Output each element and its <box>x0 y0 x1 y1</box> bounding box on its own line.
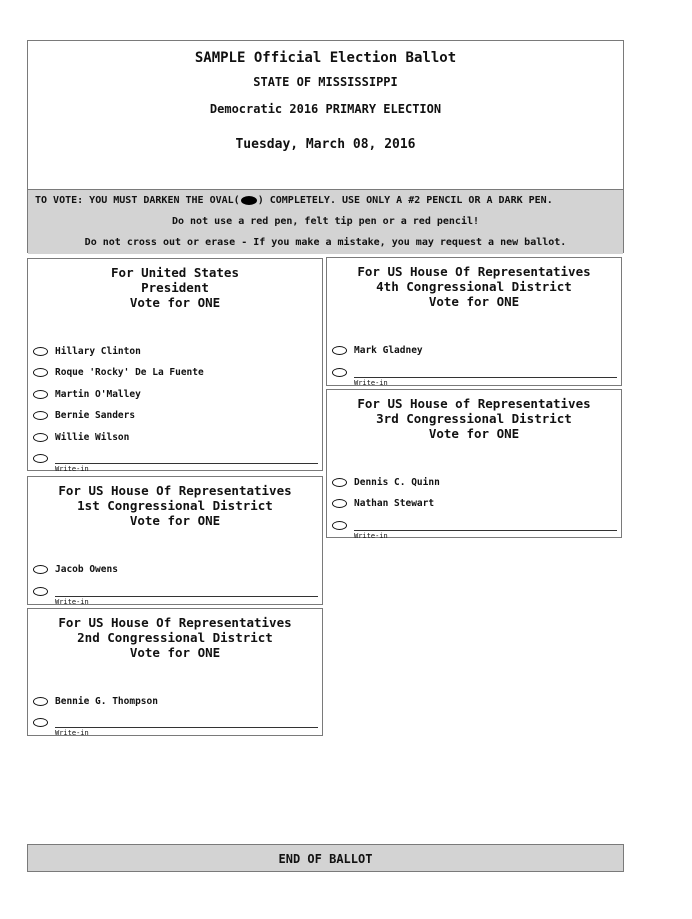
vote-oval[interactable] <box>33 697 48 706</box>
vote-oval[interactable] <box>332 478 347 487</box>
vote-oval[interactable] <box>332 346 347 355</box>
contest-heading: For US House Of Representatives 2nd Congressional District Vote for ONE <box>58 615 292 660</box>
write-in-line[interactable] <box>55 596 318 597</box>
vote-oval[interactable] <box>33 347 48 356</box>
write-in-line[interactable] <box>354 377 617 378</box>
contest-house-district-4 <box>326 257 622 386</box>
write-in-line[interactable] <box>55 463 318 464</box>
candidate-name: Roque 'Rocky' De La Fuente <box>55 367 204 378</box>
vote-oval[interactable] <box>332 499 347 508</box>
candidate-name: Hillary Clinton <box>55 346 141 357</box>
vote-oval[interactable] <box>332 521 347 530</box>
vote-oval[interactable] <box>33 587 48 596</box>
candidate-name: Bennie G. Thompson <box>55 696 158 707</box>
contest-heading: For United States President Vote for ONE <box>111 265 239 310</box>
candidate-name: Mark Gladney <box>354 345 423 356</box>
candidate-name: Nathan Stewart <box>354 498 435 509</box>
write-in-line[interactable] <box>55 727 318 728</box>
contest-house-district-2 <box>27 608 323 736</box>
vote-oval[interactable] <box>33 411 48 420</box>
write-in-label: Write-in <box>354 532 388 540</box>
vote-oval[interactable] <box>33 565 48 574</box>
instruction-line-2: Do not use a red pen, felt tip pen or a red pencil! <box>171 216 480 227</box>
vote-oval[interactable] <box>33 433 48 442</box>
ballot-election: Democratic 2016 PRIMARY ELECTION <box>209 102 442 116</box>
voting-instructions <box>28 189 623 254</box>
write-in-label: Write-in <box>354 379 388 387</box>
contest-heading: For US House Of Representatives 1st Congressional District Vote for ONE <box>58 483 292 528</box>
end-of-ballot-bar <box>27 844 624 872</box>
vote-oval[interactable] <box>33 718 48 727</box>
contest-house-district-1 <box>27 476 323 605</box>
candidate-name: Willie Wilson <box>55 432 130 443</box>
write-in-label: Write-in <box>55 598 89 606</box>
contest-heading: For US House of Representatives 3rd Congressional District Vote for ONE <box>357 396 591 441</box>
contest-house-district-3 <box>326 389 622 538</box>
contest-heading: For US House Of Representatives 4th Congressional District Vote for ONE <box>357 264 591 309</box>
candidate-name: Dennis C. Quinn <box>354 477 440 488</box>
write-in-label: Write-in <box>55 729 89 737</box>
vote-oval[interactable] <box>33 368 48 377</box>
candidate-name: Bernie Sanders <box>55 410 136 421</box>
write-in-line[interactable] <box>354 530 617 531</box>
filled-oval-icon <box>241 196 257 205</box>
candidate-name: Jacob Owens <box>55 564 118 575</box>
instruction-line-1: TO VOTE: YOU MUST DARKEN THE OVAL( ) COMPLETELY. USE ONLY A #2 PENCIL OR A DARK PEN. <box>35 195 553 206</box>
instruction-line-3: Do not cross out or erase - If you make a mistake, you may request a new ballot. <box>84 237 567 248</box>
ballot-state: STATE OF MISSISSIPPI <box>253 75 398 89</box>
ballot-date: Tuesday, March 08, 2016 <box>235 137 416 152</box>
write-in-label: Write-in <box>55 465 89 473</box>
candidate-name: Martin O'Malley <box>55 389 141 400</box>
contest-president <box>27 258 323 471</box>
vote-oval[interactable] <box>33 454 48 463</box>
ballot-header <box>27 40 624 253</box>
end-of-ballot-text: END OF BALLOT <box>278 852 373 866</box>
vote-oval[interactable] <box>33 390 48 399</box>
ballot-title: SAMPLE Official Election Ballot <box>194 50 457 66</box>
vote-oval[interactable] <box>332 368 347 377</box>
